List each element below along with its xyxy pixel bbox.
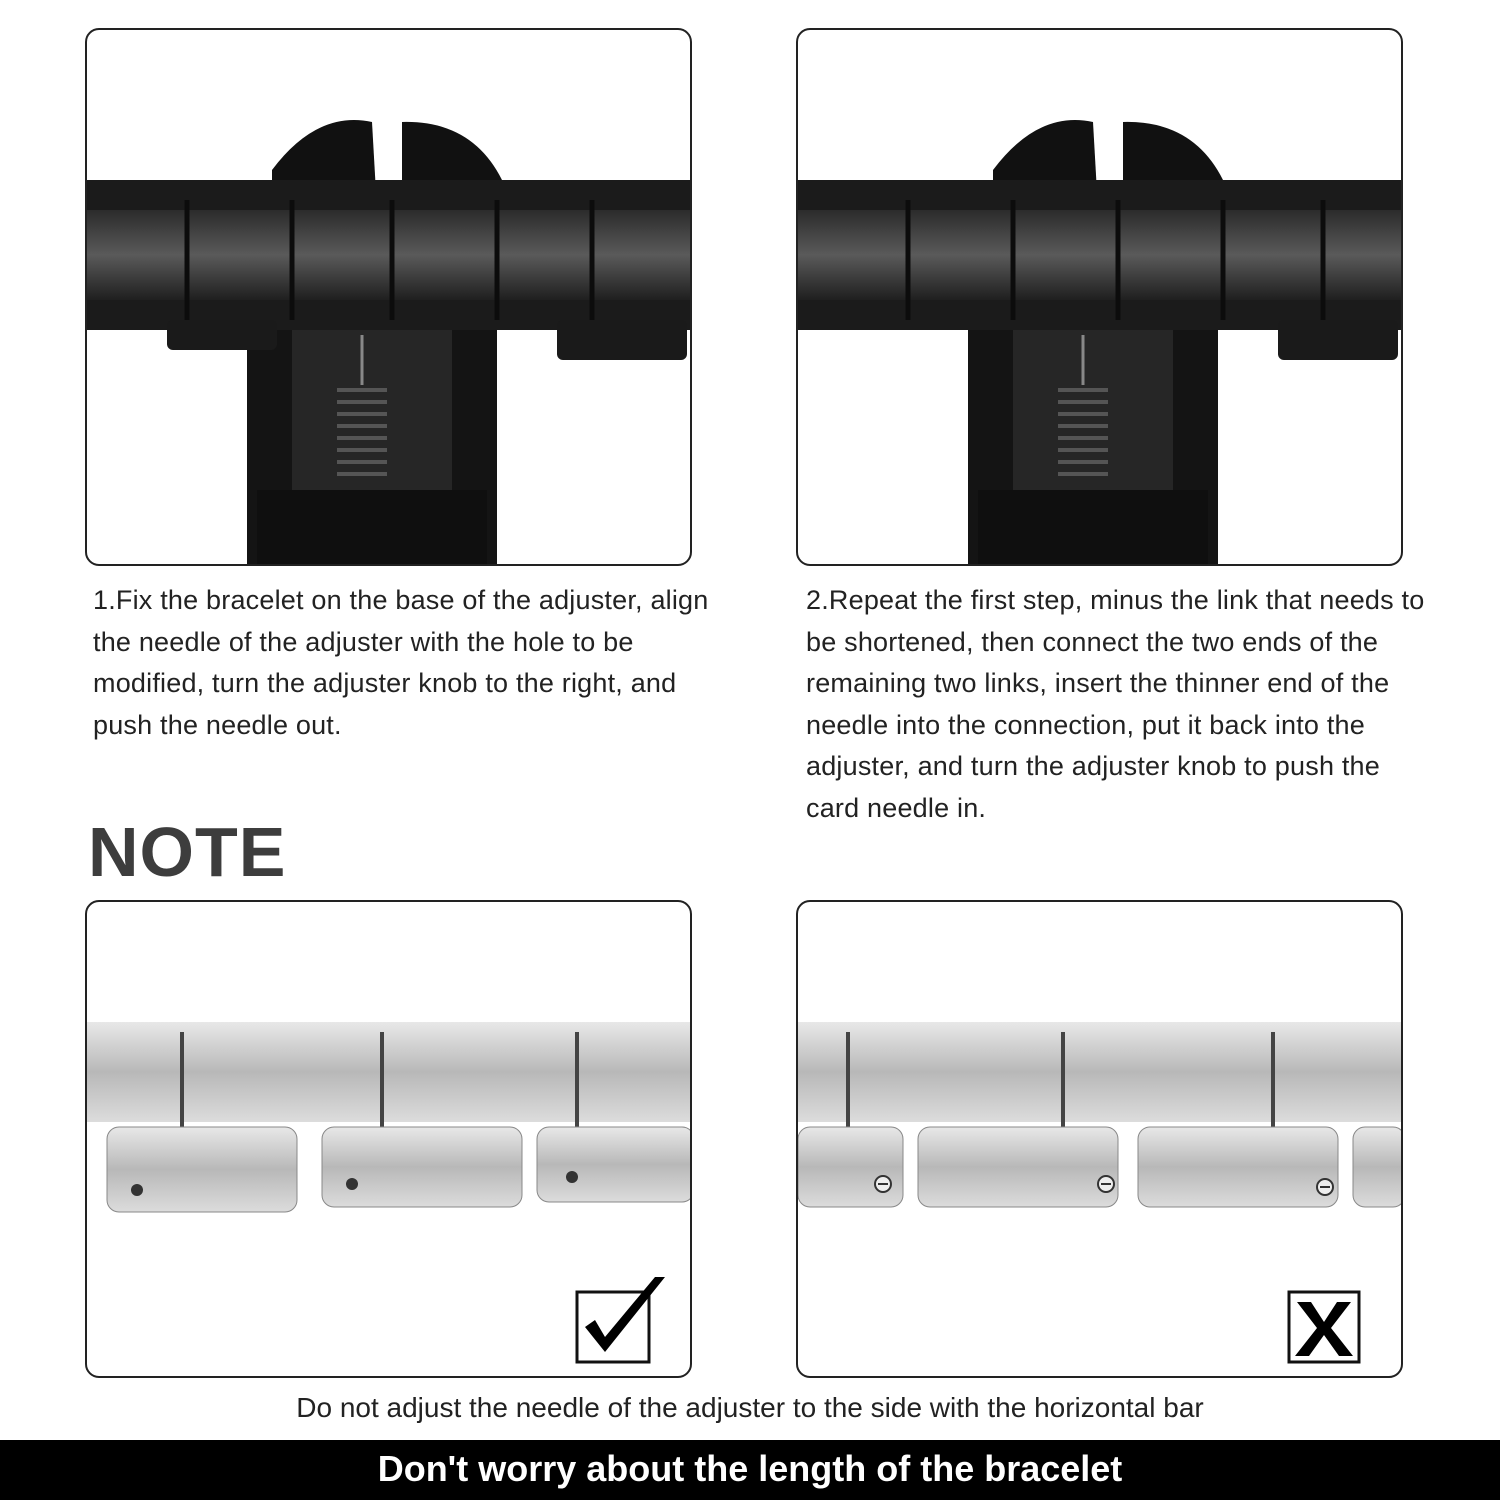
step2-photo	[796, 28, 1403, 566]
step1-photo	[85, 28, 692, 566]
check-mark-icon	[575, 1272, 671, 1368]
warning-text: Do not adjust the needle of the adjuster to the side with the horizontal bar	[296, 1392, 1204, 1423]
wrong-example-photo	[796, 900, 1403, 1378]
adjuster-tool-illustration	[798, 30, 1403, 566]
adjuster-tool-illustration	[87, 30, 692, 566]
step1-instruction: 1.Fix the bracelet on the base of the adjuster, align the needle of the adjuster with the hole to be modified, turn the adjuster knob to the right, and push the needle out.	[93, 585, 709, 740]
step2-instruction: 2.Repeat the first step, minus the link that needs to be shortened, then connect the two ends of the remaining two links, insert the thinner end of the needle into the connection, put it back into the adjuster, and turn the adjuster knob to push the card needle in.	[806, 585, 1425, 823]
banner-text: Don't worry about the length of the bracelet	[377, 1448, 1123, 1489]
bottom-banner	[0, 1440, 1500, 1500]
correct-example-photo	[85, 900, 692, 1378]
x-mark-icon	[1287, 1290, 1361, 1364]
note-heading: NOTE	[88, 813, 287, 891]
